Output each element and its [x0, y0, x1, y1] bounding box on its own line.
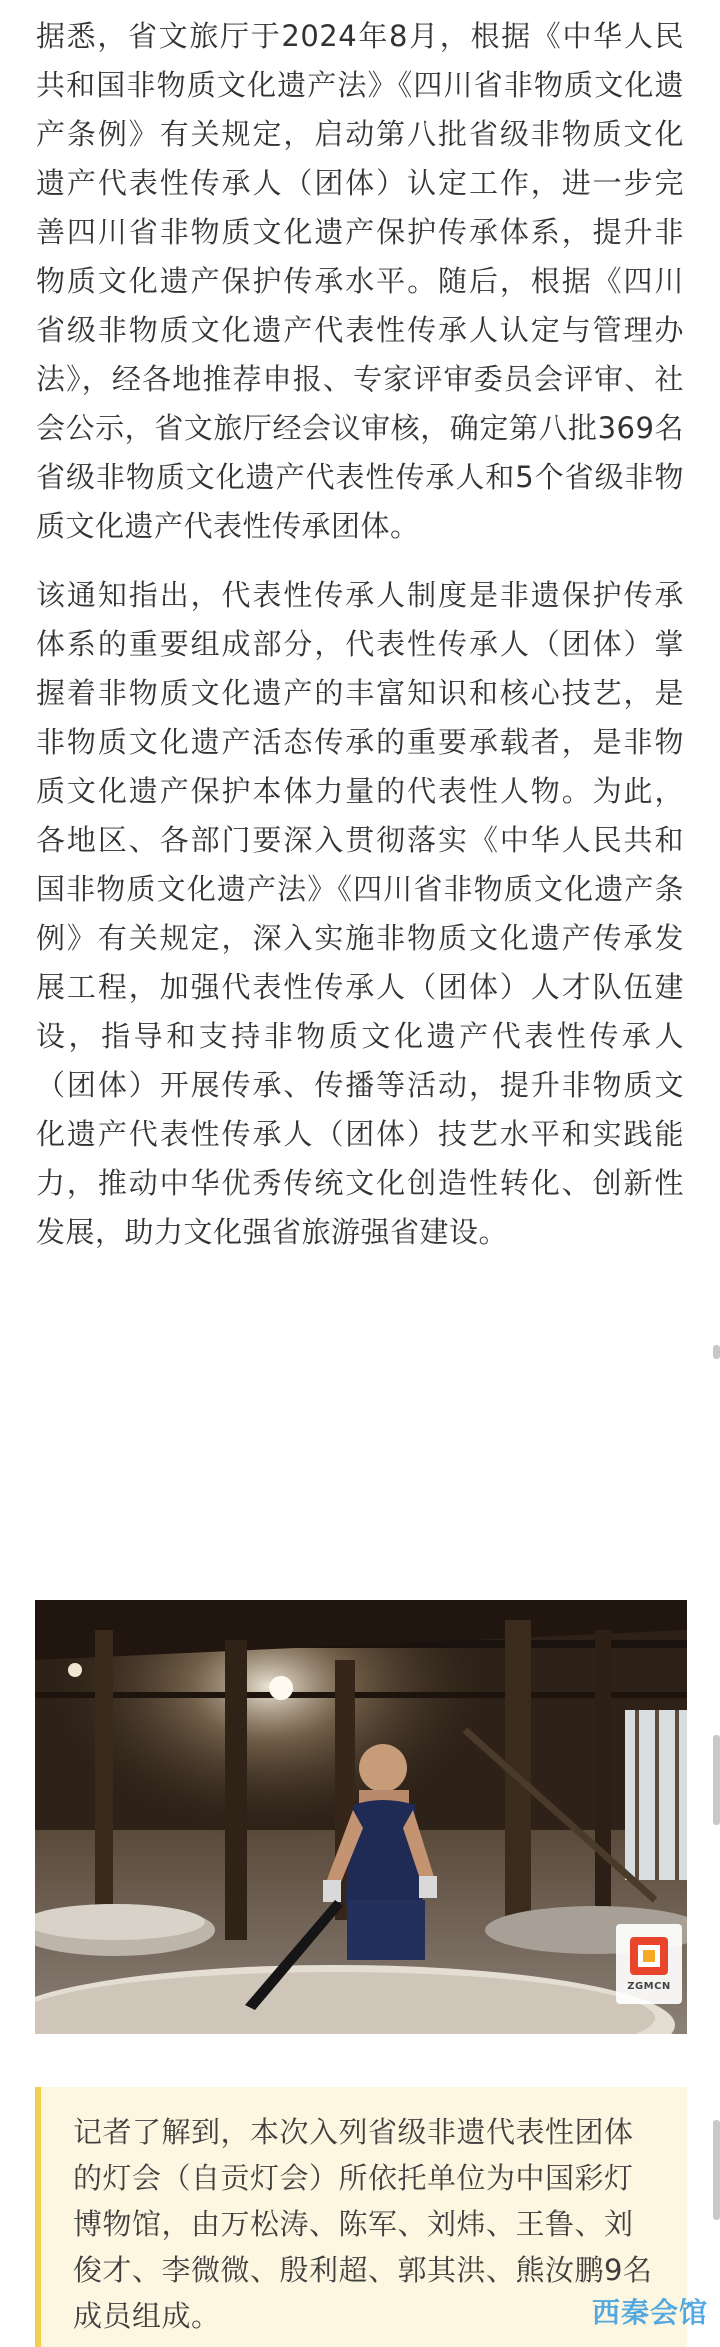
zgmcn-logo: [616, 1924, 682, 2004]
salt-workshop-photo: [35, 1600, 687, 2034]
highlight-quote-box: [35, 2087, 687, 2347]
logo-icon: [630, 1937, 668, 1975]
scroll-indicator: [713, 1345, 720, 1359]
article-photo[interactable]: [35, 1600, 687, 2034]
source-watermark: 西秦会馆: [591, 2296, 708, 2329]
logo-text: ZGMCN: [627, 1980, 671, 1992]
quote-text: 记者了解到，本次入列省级非遗代表性团体的灯会（自贡灯会）所依托单位为中国彩灯博物馆，由万松涛、陈军、刘炜、王鲁、刘俊才、李微微、殷利超、郭其洪、熊汝鹏9名成员组成。: [73, 2115, 653, 2333]
scroll-track-mark: [713, 2120, 720, 2220]
scroll-thumb[interactable]: [713, 1735, 720, 1825]
paragraph-recognition-process: 据悉，省文旅厅于2024年8月，根据《中华人民共和国非物质文化遗产法》《四川省非物质文化遗产条例》有关规定，启动第八批省级非物质文化遗产代表性传承人（团体）认定工作，进一步完善四川省非物质文化遗产保护传承体系，提升非物质文化遗产保护传承水平。随后，根据《四川省级非物质文化遗产代表性传承人认定与管理办法》，经各地推荐申报、专家评审委员会评审、社会公示，省文旅厅经会议审核，确定第八批369名省级非物质文化遗产代表性传承人和5个省级非物质文化遗产代表性传承团体。: [36, 19, 684, 543]
paragraph-notice-requirements: 该通知指出，代表性传承人制度是非遗保护传承体系的重要组成部分，代表性传承人（团体）掌握着非物质文化遗产的丰富知识和核心技艺，是非物质文化遗产活态传承的重要承载者，是非物质文化遗产保护本体力量的代表性人物。为此，各地区、各部门要深入贯彻落实《中华人民共和国非物质文化遗产法》《四川省非物质文化遗产条例》有关规定，深入实施非物质文化遗产传承发展工程，加强代表性传承人（团体）人才队伍建设，指导和支持非物质文化遗产代表性传承人（团体）开展传承、传播等活动，提升非物质文化遗产代表性传承人（团体）技艺水平和实践能力，推动中华优秀传统文化创造性转化、创新性发展，助力文化强省旅游强省建设。: [36, 578, 684, 1249]
